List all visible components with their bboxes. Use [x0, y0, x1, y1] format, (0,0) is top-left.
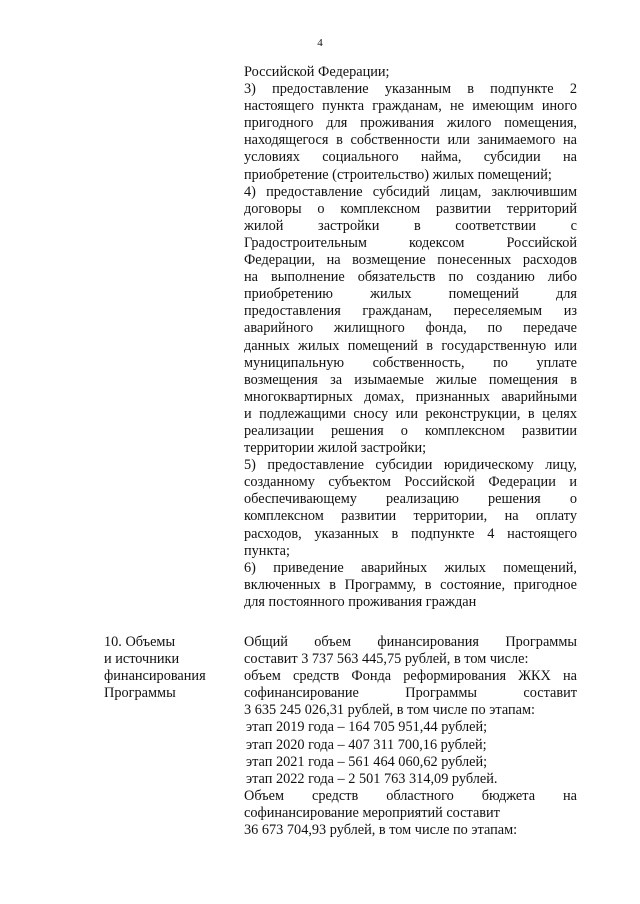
- financing-line: 3 635 245 026,31 рублей, в том числе по этапам:: [244, 702, 535, 719]
- financing-line: этап 2020 года – 407 311 700,16 рублей;: [246, 736, 487, 753]
- financing-line: софинансирование мероприятий составит: [244, 804, 500, 821]
- text-line: данных жилых помещений в государственную или: [244, 337, 577, 354]
- text-line: реализации решения о комплексном развитии: [244, 422, 577, 439]
- text-line: обеспечивающему реализацию решения о: [244, 491, 577, 508]
- financing-line: этап 2022 года – 2 501 763 314,09 рублей.: [246, 770, 498, 787]
- text-line: 4) предоставление субсидий лицам, заключившим: [244, 183, 577, 200]
- text-line: Федерации, на возмещение понесенных расходов: [244, 252, 577, 269]
- financing-line: этап 2019 года – 164 705 951,44 рублей;: [246, 719, 488, 736]
- text-line: 6) приведение аварийных жилых помещений,: [244, 559, 577, 576]
- text-line: территории жилой застройки;: [244, 440, 427, 457]
- financing-text: [244, 634, 577, 839]
- program-text-top: [244, 64, 577, 611]
- text-line: предоставления гражданам, переселяемым из: [244, 303, 577, 320]
- section-label: [104, 634, 234, 702]
- financing-line: этап 2021 года – 561 464 060,62 рублей;: [246, 753, 488, 770]
- text-line: договоры о комплексном развитии территорий: [244, 200, 577, 217]
- text-line: находящегося в собственности или занимаемого на: [244, 132, 577, 149]
- text-line: приобретению жилых помещений для: [244, 286, 577, 303]
- text-line: приобретение (строительство) жилых помещений;: [244, 166, 552, 183]
- text-line: жилой застройки в соответствии с: [244, 217, 577, 234]
- page-number: 4: [317, 37, 323, 49]
- text-line: муниципальную собственность, по уплате: [244, 354, 577, 371]
- text-line: на выполнение обязательств по созданию либо: [244, 269, 577, 286]
- section-label-line: 10. Объемы: [104, 634, 176, 650]
- financing-line: составит 3 737 563 445,75 рублей, в том числе:: [244, 651, 529, 668]
- text-line: комплексном развитии территории, на оплату: [244, 508, 577, 525]
- text-line: Российской Федерации;: [244, 64, 390, 80]
- text-line: 5) предоставление субсидии юридическому лицу,: [244, 457, 577, 474]
- text-line: настоящего пункта гражданам, не имеющим иного: [244, 98, 577, 115]
- text-line: пункта;: [244, 542, 290, 559]
- financing-line: Объем средств областного бюджета на: [244, 787, 577, 804]
- section-label-line: финансирования: [104, 668, 206, 685]
- text-line: Градостроительным кодексом Российской: [244, 234, 577, 251]
- financing-line: софинансирование Программы составит: [244, 685, 577, 702]
- text-line: для постоянного проживания граждан: [244, 593, 477, 610]
- text-line: условиях социального найма, субсидии на: [244, 149, 577, 166]
- text-line: расходов, указанных в подпункте 4 настоящего: [244, 525, 577, 542]
- section-label-line: и источники: [104, 651, 180, 668]
- text-line: 3) предоставление указанным в подпункте 2: [244, 81, 577, 98]
- financing-line: Общий объем финансирования Программы: [244, 634, 577, 650]
- financing-line: объем средств Фонда реформирования ЖКХ на: [244, 668, 577, 685]
- section-label-line: Программы: [104, 685, 176, 702]
- text-line: многоквартирных домах, признанных аварийными: [244, 388, 577, 405]
- financing-line: 36 673 704,93 рублей, в том числе по этапам:: [244, 822, 518, 839]
- text-line: созданному субъектом Российской Федерации и: [244, 474, 577, 491]
- text-line: и подлежащими сносу или реконструкции, в целях: [244, 405, 577, 422]
- text-line: включенных в Программу, в состояние, пригодное: [244, 576, 577, 593]
- text-line: аварийного жилищного фонда, по передаче: [244, 320, 577, 337]
- text-line: пригодного для проживания жилого помещения,: [244, 115, 577, 132]
- text-line: возмещения за изымаемые жилые помещения в: [244, 371, 577, 388]
